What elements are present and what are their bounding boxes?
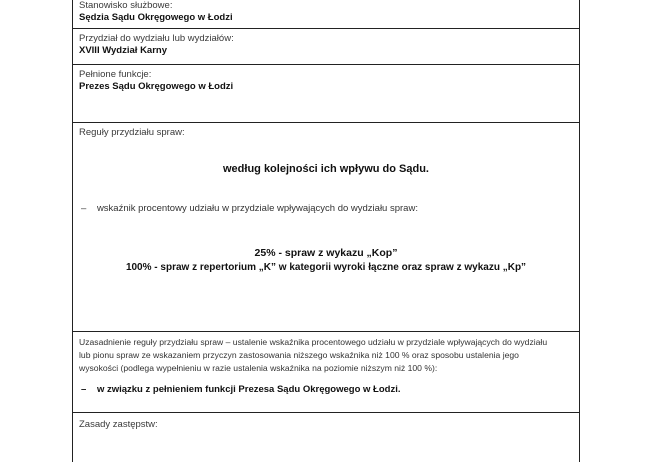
section-position — [73, 0, 579, 29]
section-functions — [73, 65, 579, 123]
section-division — [73, 29, 579, 65]
justification-reason-text: w związku z pełnieniem funkcji Prezesa Sądu Okręgowego w Łodzi. — [96, 384, 401, 395]
division-label: Przydział do wydziału lub wydziałów: — [79, 33, 234, 44]
justification-reason — [81, 384, 400, 395]
substitution-label: Zasady zastępstw: — [79, 419, 158, 430]
division-value: XVIII Wydział Karny — [79, 45, 167, 56]
section-rules — [73, 123, 579, 332]
rules-percentage-line — [81, 203, 418, 214]
dash-marker: – — [81, 384, 87, 395]
assignment-form — [72, 0, 580, 462]
rules-label: Reguły przydziału spraw: — [79, 127, 185, 138]
dash-marker: – — [81, 203, 87, 214]
rules-order-text: według kolejności ich wpływu do Sądu. — [223, 163, 429, 175]
position-value: Sędzia Sądu Okręgowego w Łodzi — [79, 12, 233, 23]
rules-percentage-text: wskaźnik procentowy udziału w przydziale wpływających do wydziału spraw: — [96, 203, 418, 214]
position-label: Stanowisko służbowe: — [79, 0, 173, 11]
functions-value: Prezes Sądu Okręgowego w Łodzi — [79, 81, 234, 92]
section-justification — [73, 332, 579, 413]
rules-percentage-k: 100% - spraw z repertorium „K” w kategorii wyroki łączne oraz spraw z wykazu „Kp” — [125, 262, 527, 273]
justification-line-3: wysokości (podlega wypełnieniu w razie ustalenia wskaźnika na poziomie niższym niż 100 %): — [79, 363, 438, 373]
section-substitution — [73, 413, 579, 462]
justification-line-1: Uzasadnienie reguły przydziału spraw – ustalenie wskaźnika procentowego udziału w przydziale wpływających do wydziału — [79, 337, 548, 347]
justification-line-2: lub pionu spraw ze wskazaniem przyczyn zastosowania niższego wskaźnika niż 100 % oraz sposobu ustalenia jego — [79, 350, 519, 360]
rules-percentage-kop: 25% - spraw z wykazu „Kop” — [254, 247, 398, 259]
functions-label: Pełnione funkcje: — [79, 69, 152, 80]
